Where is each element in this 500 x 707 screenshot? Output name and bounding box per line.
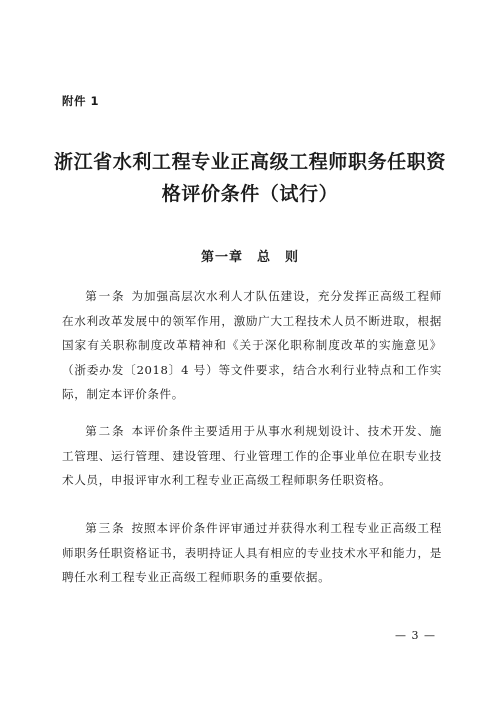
attachment-label: 附件 1	[62, 94, 100, 108]
article-1-label: 第一条	[85, 289, 126, 303]
article-3-text: 按照本评价条件评审通过并获得水利工程专业正高级工程师职务任职资格证书，表明持证人具有相应的专业技术水平和能力，是聘任水利工程专业正高级工程师职务的重要依据。	[62, 521, 442, 584]
article-1-text: 为加强高层次水利人才队伍建设，充分发挥正高级工程师在水利改革发展中的领军作用，激励广大工程技术人员不断进取，根据国家有关职称制度改革精神和《关于深化职称制度改革的实施意见》（浙委办发〔2018〕4 号）等文件要求，结合水利行业特点和工作实际，制定本评价条件。	[62, 289, 442, 401]
article-2-label: 第二条	[85, 424, 126, 438]
article-3	[62, 516, 442, 590]
article-2	[62, 419, 442, 493]
page-number: — 3 —	[395, 629, 436, 642]
document-title-line-1: 浙江省水利工程专业正高级工程师职务任职资	[53, 151, 446, 173]
article-3-label: 第三条	[85, 521, 126, 535]
article-2-text: 本评价条件主要适用于从事水利规划设计、技术开发、施工管理、运行管理、建设管理、行业管理工作的企事业单位在职专业技术人员，申报评审水利工程专业正高级工程师职务任职资格。	[62, 424, 442, 487]
article-1	[62, 284, 442, 407]
chapter-heading: 第一章 总 则	[200, 250, 299, 265]
document-title-line-2: 格评价条件（试行）	[161, 183, 339, 205]
